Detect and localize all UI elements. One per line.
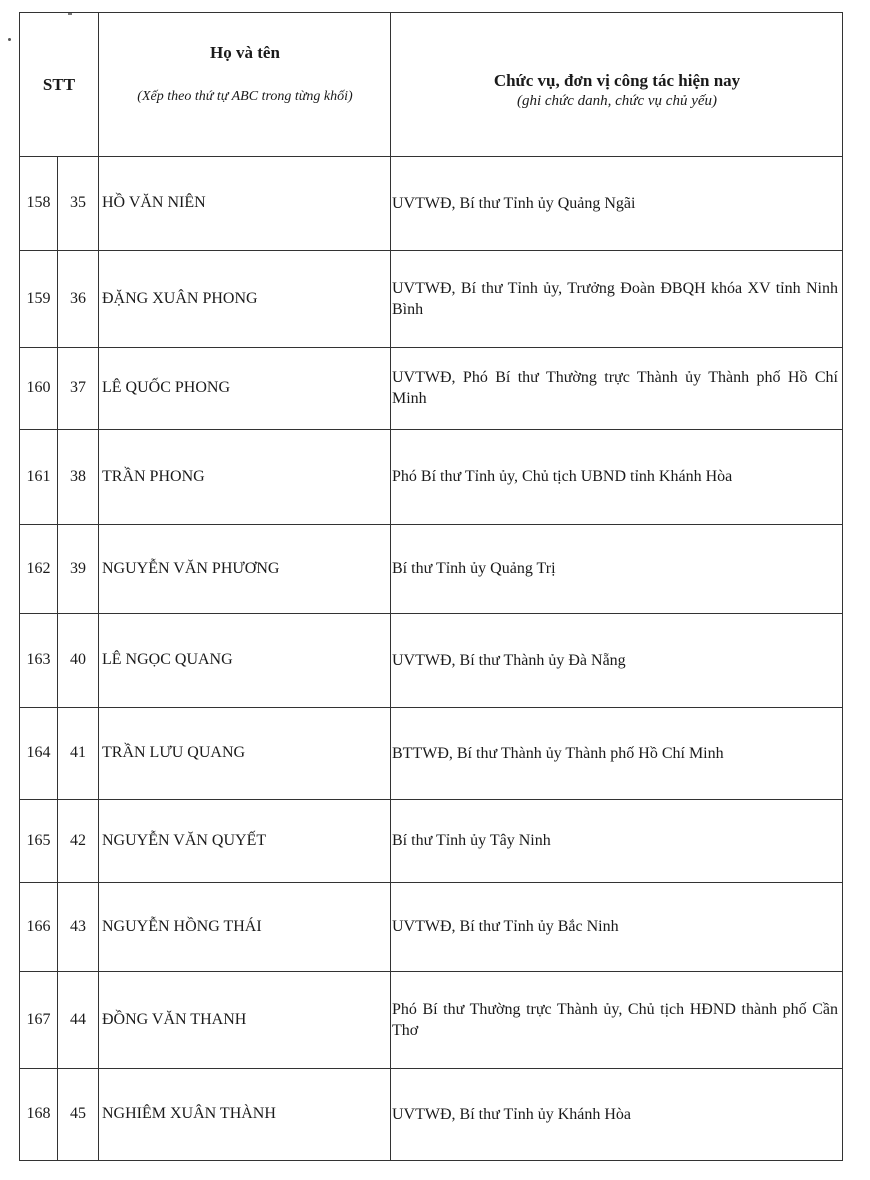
row-name: NGHIÊM XUÂN THÀNH — [102, 1105, 276, 1122]
row-role — [390, 707, 842, 799]
row-number: 37 — [70, 379, 86, 396]
table-row — [20, 347, 842, 429]
row-name: NGUYỄN HỒNG THÁI — [102, 917, 262, 935]
table-row — [20, 1068, 842, 1160]
header-role-title: Chức vụ, đơn vị công tác hiện nay — [493, 71, 741, 90]
row-role-text: BTTWĐ, Bí thư Thành ủy Thành phố Hồ Chí Minh — [392, 744, 724, 762]
row-role-text: UVTWĐ, Bí thư Thành ủy Đà Nẵng — [392, 651, 626, 669]
header-role-subtitle: (ghi chức danh, chức vụ chủ yếu) — [516, 93, 718, 109]
row-role-text: Phó Bí thư Thường trực Thành ủy, Chủ tịch HĐND thành phố Cần Thơ — [392, 1000, 838, 1039]
row-name: LÊ QUỐC PHONG — [102, 379, 230, 396]
row-role — [390, 524, 842, 613]
row-stt: 160 — [26, 379, 51, 396]
row-name: TRẦN LƯU QUANG — [102, 744, 246, 761]
row-role-text: UVTWĐ, Bí thư Tỉnh ủy, Trưởng Đoàn ĐBQH khóa XV tỉnh Ninh Bình — [392, 279, 838, 318]
table-row — [20, 429, 842, 524]
row-stt: 158 — [26, 194, 51, 211]
row-stt: 161 — [26, 467, 51, 485]
row-stt: 163 — [26, 651, 51, 668]
table-row — [20, 156, 842, 250]
row-name: NGUYỄN VĂN QUYẾT — [102, 831, 267, 849]
row-name: LÊ NGỌC QUANG — [102, 651, 233, 668]
table-row — [20, 882, 842, 971]
table-row — [20, 799, 842, 882]
row-role — [390, 971, 842, 1068]
row-number: 43 — [70, 917, 86, 935]
row-name: TRẦN PHONG — [102, 467, 205, 485]
row-stt: 166 — [26, 917, 51, 935]
row-number: 35 — [70, 194, 86, 211]
scan-speck — [8, 38, 11, 41]
header-name-title: Họ và tên — [210, 43, 280, 62]
row-stt: 159 — [26, 289, 51, 307]
row-name: ĐẶNG XUÂN PHONG — [102, 289, 258, 307]
row-number: 38 — [70, 467, 86, 485]
row-number: 41 — [70, 744, 86, 761]
row-number: 39 — [70, 559, 86, 577]
row-number: 42 — [70, 831, 86, 849]
row-number: 40 — [70, 651, 86, 668]
row-stt: 162 — [26, 559, 51, 577]
row-role-text: Phó Bí thư Tỉnh ủy, Chủ tịch UBND tỉnh Khánh Hòa — [392, 468, 733, 485]
row-role — [390, 882, 842, 971]
table-row — [20, 613, 842, 707]
row-role-text: UVTWĐ, Bí thư Tỉnh ủy Quảng Ngãi — [392, 194, 636, 212]
row-stt: 165 — [26, 831, 51, 849]
row-stt: 164 — [26, 744, 51, 761]
row-number: 36 — [70, 289, 86, 307]
row-role — [390, 799, 842, 882]
table-row — [20, 971, 842, 1068]
table-row — [20, 524, 842, 613]
row-stt: 167 — [26, 1010, 51, 1028]
row-stt: 168 — [26, 1105, 51, 1122]
header-role — [392, 71, 842, 110]
row-role — [390, 156, 842, 250]
header-name-subtitle: (Xếp theo thứ tự ABC trong từng khối) — [137, 89, 353, 104]
row-role-text: Bí thư Tỉnh ủy Tây Ninh — [392, 832, 551, 849]
table-row — [20, 707, 842, 799]
row-role — [390, 347, 842, 429]
row-role-text: UVTWĐ, Bí thư Tỉnh ủy Khánh Hòa — [392, 1105, 632, 1123]
row-name: NGUYỄN VĂN PHƯƠNG — [102, 559, 280, 577]
scan-speck-top — [68, 13, 72, 15]
personnel-table — [19, 12, 843, 1161]
header-name — [100, 43, 390, 105]
row-number: 45 — [70, 1105, 86, 1122]
row-name: ĐỒNG VĂN THANH — [102, 1010, 247, 1028]
header-stt: STT — [42, 75, 76, 94]
row-name: HỒ VĂN NIÊN — [102, 194, 206, 211]
row-role — [390, 250, 842, 347]
table-row — [20, 250, 842, 347]
row-role — [390, 429, 842, 524]
row-role-text: UVTWĐ, Bí thư Tỉnh ủy Bắc Ninh — [392, 918, 619, 935]
row-number: 44 — [70, 1010, 86, 1028]
row-role — [390, 613, 842, 707]
row-role-text: UVTWĐ, Phó Bí thư Thường trực Thành ủy Thành phố Hồ Chí Minh — [392, 369, 838, 407]
row-role — [390, 1068, 842, 1160]
row-role-text: Bí thư Tỉnh ủy Quảng Trị — [392, 560, 556, 577]
